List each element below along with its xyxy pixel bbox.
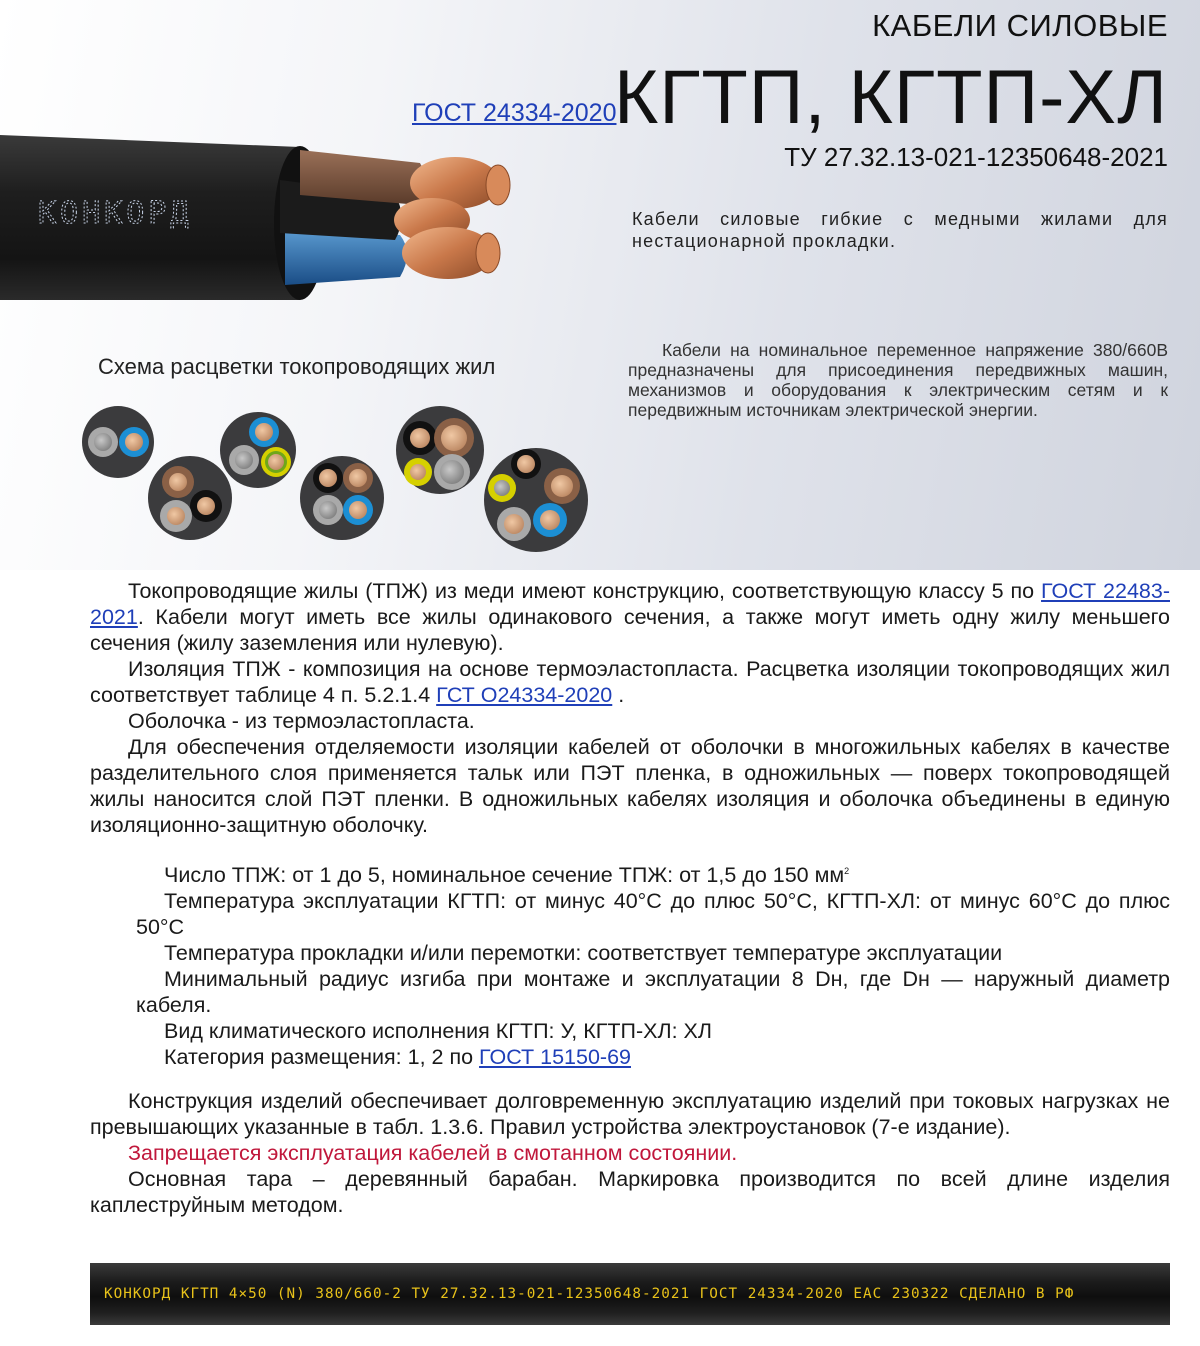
spec-placement-category: Категория размещения: 1, 2 по ГОСТ 15150-69 (164, 1045, 631, 1070)
paragraph-separation: Для обеспечения отделяемости изоляции кабелей от оболочки в многожильных кабелях в качестве разделительного слоя применяется тальк или ПЭТ пленка, в одножильных — поверх токопроводящей жилы наносится слой ПЭТ пленки. В одножильных кабелях изоляция и оболочка объединены в единую изоляционно-защитную оболочку. (90, 735, 1170, 837)
short-description: Кабели силовые гибкие с медными жилами для нестационарной прокладки. (632, 209, 1168, 251)
cable-illustration (0, 135, 600, 305)
paragraph-conductors: Токопроводящие жилы (ТПЖ) из меди имеют конструкцию, соответствующую классу 5 по ГОСТ 22483-2021. Кабели могут иметь все жилы одинакового сечения, а также могут иметь одну жилу меньшего сечения (жилу заземления или нулевую). (90, 579, 1170, 655)
spec-climatic-version: Вид климатического исполнения КГТП: У, КГТП-ХЛ: ХЛ (164, 1019, 712, 1044)
core-color-scheme (78, 400, 598, 560)
spec-cores: Число ТПЖ: от 1 до 5, номинальное сечение ТПЖ: от 1,5 до 150 $мм^2$ (164, 863, 850, 888)
spec-laying-temperature: Температура прокладки и/или перемотки: соответствует температуре эксплуатации (164, 941, 1003, 966)
warning-text: Запрещается эксплуатация кабелей в смотанном состоянии. (128, 1141, 738, 1165)
paragraph-longevity: Конструкция изделий обеспечивает долговременную эксплуатацию изделий при токовых нагрузках не превышающих указанные в табл. 1.3.6. Правил устройства электроустановок (7-е издание). (90, 1089, 1170, 1139)
closing-notes (90, 1088, 1170, 1218)
spec-bend-radius: Минимальный радиус изгиба при монтаже и эксплуатации 8 Dн, где Dн — наружный диаметр кабеля. (136, 967, 1170, 1018)
specifications (136, 858, 1170, 1070)
category-title: КАБЕЛИ СИЛОВЫЕ (872, 8, 1168, 43)
paragraph-insulation: Изоляция ТПЖ - композиция на основе термоэластопласта. Расцветка изоляции токопроводящих жил соответствует таблице 4 п. 5.2.1.4 ГСТ О24334-2020 . (90, 657, 1170, 707)
cable-brand-print: КОНКОРД (38, 196, 193, 231)
construction-description (90, 578, 1170, 838)
section-3-core-b (220, 412, 296, 488)
paragraph-sheath: Оболочка - из термоэластопласта. (128, 709, 475, 733)
section-4-core-b (396, 406, 484, 494)
paragraph-packaging: Основная тара – деревянный барабан. Маркировка производится по всей длине изделия каплеструйным методом. (90, 1167, 1170, 1217)
gost-22483-link[interactable]: ГОСТ 22483-2021 (90, 579, 1170, 629)
gost-24334-link[interactable]: ГОСТ 24334-2020 (412, 99, 617, 127)
section-5-core (484, 448, 588, 552)
product-title: КГТП, КГТП-ХЛ (613, 55, 1168, 140)
tu-number: ТУ 27.32.13-021-12350648-2021 (784, 142, 1168, 172)
gost-15150-link[interactable]: ГОСТ 15150-69 (479, 1045, 631, 1070)
gost-o24334-link[interactable]: ГСТ О24334-2020 (436, 683, 613, 707)
cable-marking-strip: КОНКОРД КГТП 4×50 (N) 380/660-2 ТУ 27.32.13-021-12350648-2021 ГОСТ 24334-2020 ЕАС 230322 СДЕЛАНО В РФ (90, 1263, 1170, 1325)
spec-operating-temperature: Температура эксплуатации КГТП: от минус 40°С до плюс 50°С, КГТП-ХЛ: от минус 60°С до плюс 50°С (136, 889, 1170, 940)
application-description: Кабели на номинальное переменное напряжение 380/660В предназначены для присоединения передвижных машин, механизмов и оборудования к электрическим сетям и к передвижным источникам электрической энергии. (628, 340, 1168, 420)
section-4-core-a (300, 456, 384, 540)
section-3-core-a (148, 456, 232, 540)
section-2-core (82, 406, 154, 478)
color-scheme-title: Схема расцветки токопроводящих жил (98, 354, 496, 379)
